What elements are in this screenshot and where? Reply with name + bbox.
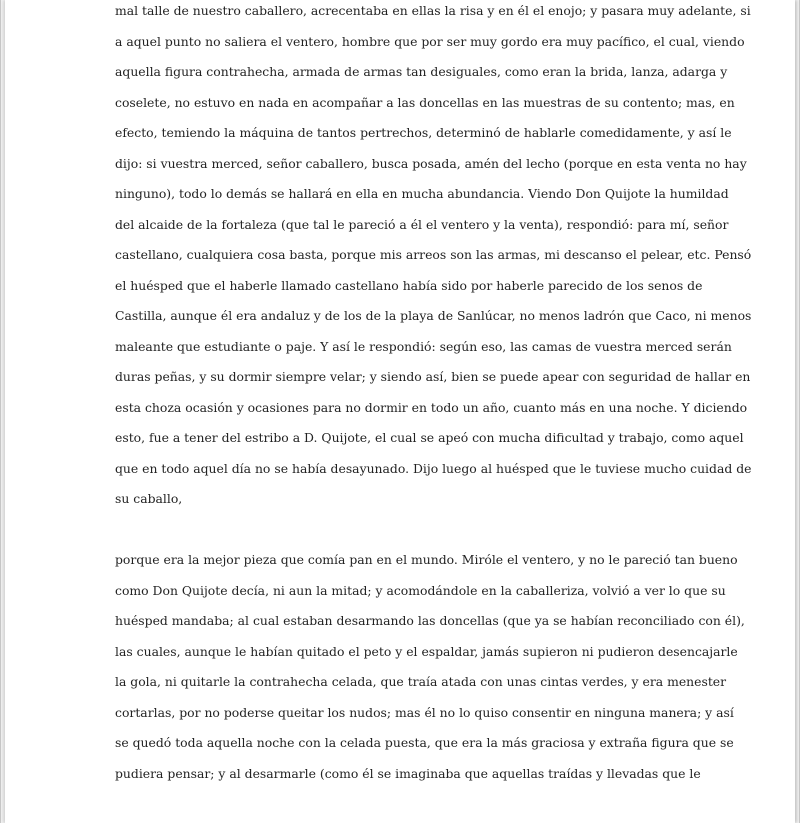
text-line: se quedó toda aquella noche con la celada puesta, que era la más graciosa y extraña figura que se <box>115 735 734 750</box>
text-line: su caballo, <box>115 491 183 506</box>
text-line: aquella figura contrahecha, armada de armas tan desiguales, como eran la brida, lanza, adarga y <box>115 64 728 79</box>
text-line: del alcaide de la fortaleza (que tal le pareció a él el ventero y la venta), respondió: para mí, señor <box>115 216 729 232</box>
text-line: esto, fue a tener del estribo a D. Quijote, el cual se apeó con mucha dificultad y trabajo, como aquel <box>115 430 744 445</box>
text-line: huésped mandaba; al cual estaban desarmando las doncellas (que ya se habían reconciliado con él), <box>115 613 745 628</box>
text-line: que en todo aquel día no se había desayunado. Dijo luego al huésped que le tuviese mucho cuidad de <box>115 460 752 476</box>
text-line: pudiera pensar; y al desarmarle (como él se imaginaba que aquellas traídas y llevadas que le <box>115 765 701 781</box>
next-heading-cropped <box>290 814 488 823</box>
text-line: maleante que estudiante o paje. Y así le respondió: según eso, las camas de vuestra merced serán <box>115 338 732 354</box>
text-line: mal talle de nuestro caballero, acrecentaba en ellas la risa y en él el enojo; y pasara muy adelante, si <box>115 3 751 18</box>
text-line: porque era la mejor pieza que comía pan en el mundo. Miróle el ventero, y no le pareció tan bueno <box>115 552 738 567</box>
text-line: efecto, temiendo la máquina de tantos pertrechos, determinó de hablarle comedidamente, y así le <box>115 125 732 140</box>
text-line: ninguno), todo lo demás se hallará en ella en mucha abundancia. Viendo Don Quijote la humildad <box>115 186 729 201</box>
text-line: las cuales, aunque le habían quitado el peto y el espaldar, jamás supieron ni pudieron desencajarle <box>115 643 738 659</box>
text-line: como Don Quijote decía, ni aun la mitad; y acomodándole en la caballeriza, volvió a ver lo que su <box>115 582 726 598</box>
text-line: Castilla, aunque él era andaluz y de los de la playa de Sanlúcar, no menos ladrón que Caco, ni menos <box>115 308 752 323</box>
text-line: duras peñas, y su dormir siempre velar; y siendo así, bien se puede apear con seguridad de hallar en <box>115 369 751 384</box>
paragraph-2 <box>115 545 745 789</box>
document-page <box>5 0 795 823</box>
text-line: esta choza ocasión y ocasiones para no dormir en todo un año, cuanto más en una noche. Y diciendo <box>115 399 748 415</box>
paragraph-1 <box>115 0 752 515</box>
text-line: el huésped que el haberle llamado castellano había sido por haberle parecido de los senos de <box>115 277 703 293</box>
text-line: cortarlas, por no poderse queitar los nudos; mas él no lo quiso consentir en ninguna manera; y así <box>115 704 734 720</box>
text-line: castellano, cualquiera cosa basta, porque mis arreos son las armas, mi descanso el pelear, etc. Pensó <box>115 247 752 262</box>
text-line: coselete, no estuvo en nada en acompañar a las doncellas en las muestras de su contento; mas, en <box>115 94 735 110</box>
text-line: a aquel punto no saliera el ventero, hombre que por ser muy gordo era muy pacífico, el cual, viendo <box>115 33 745 49</box>
text-line: dijo: si vuestra merced, señor caballero, busca posada, amén del lecho (porque en esta venta no hay <box>115 155 747 171</box>
text-line: la gola, ni quitarle la contrahecha celada, que traía atada con unas cintas verdes, y era menester <box>115 674 727 689</box>
